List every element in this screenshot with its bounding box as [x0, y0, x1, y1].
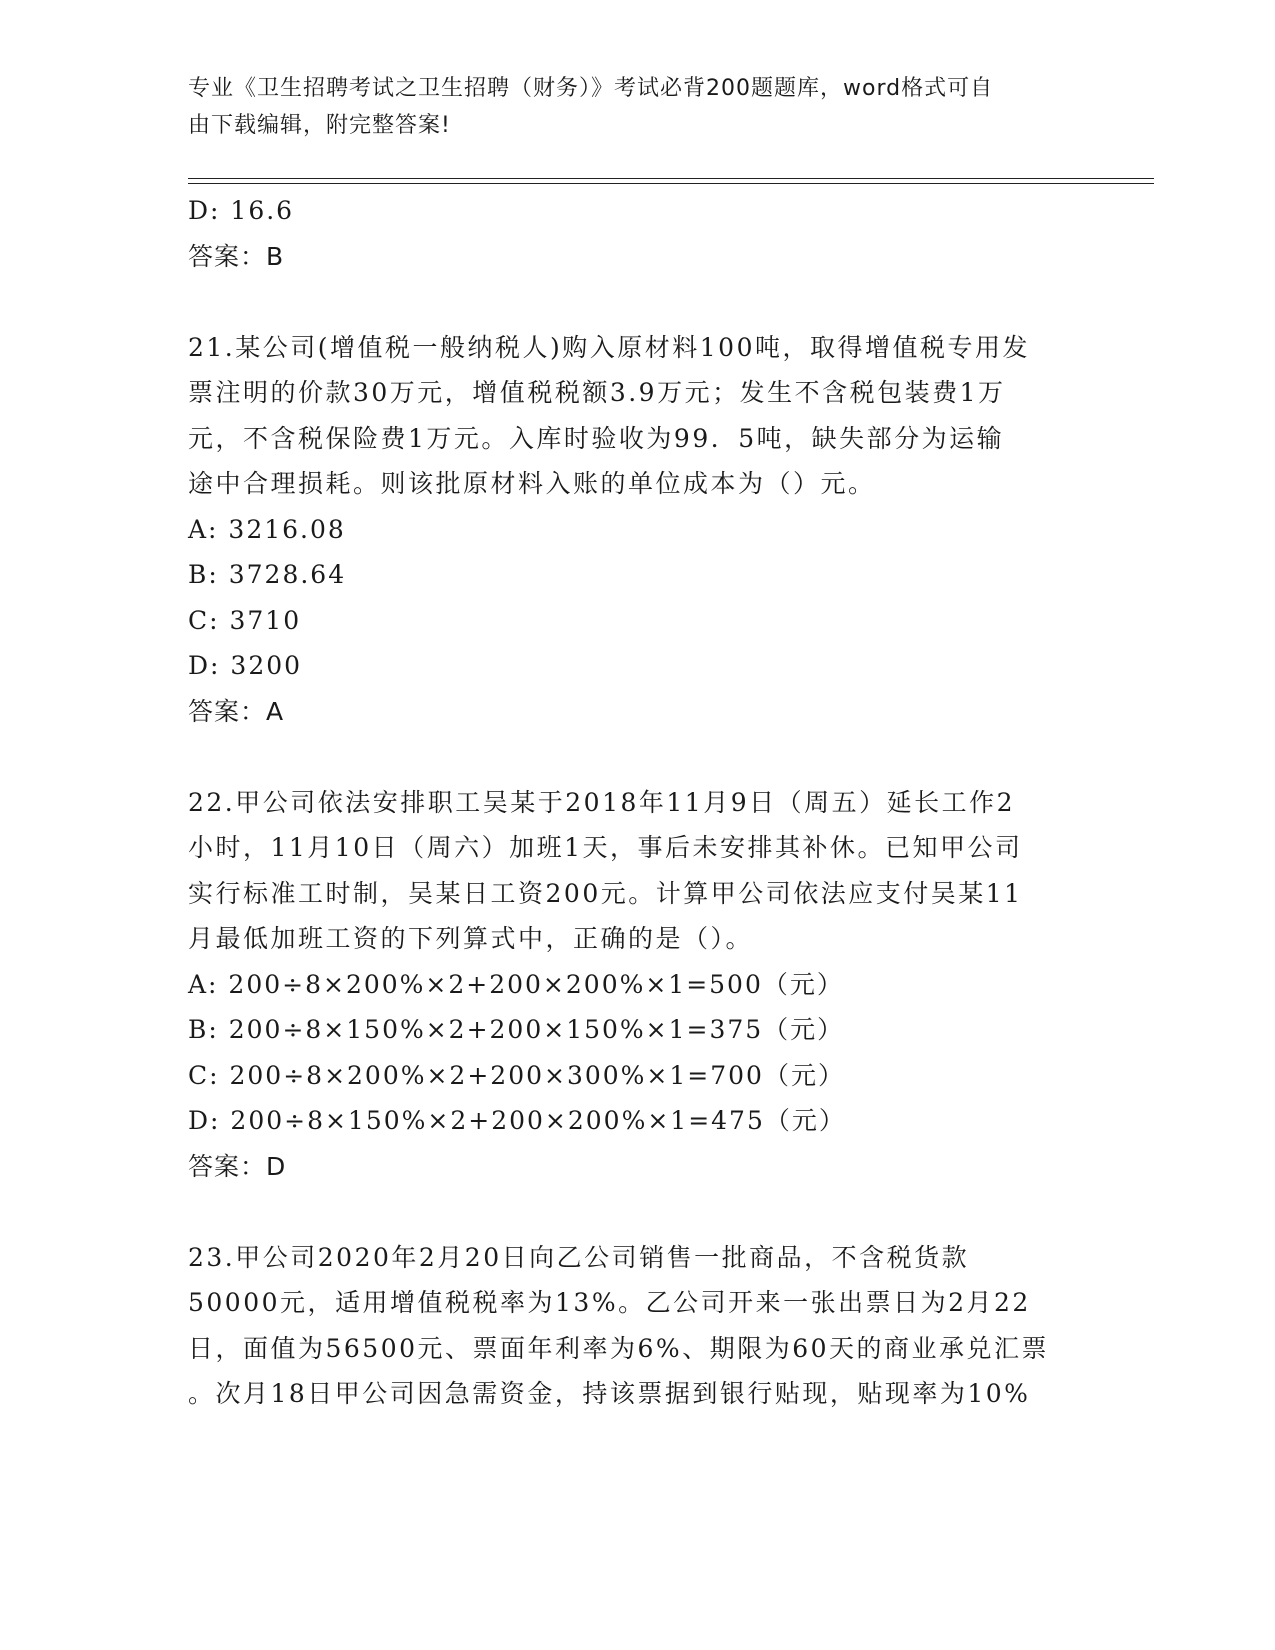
option-b: B: 3728.64 [188, 560, 347, 589]
question-text-line: 小时，11月10日（周六）加班1天，事后未安排其补休。已知甲公司 [188, 833, 1023, 862]
question-text-line: 月最低加班工资的下列算式中，正确的是（）。 [188, 924, 754, 953]
header-line-2: 由下载编辑，附完整答案! [188, 113, 451, 138]
header-rule-bottom [188, 183, 1154, 184]
question-21 [188, 325, 1088, 735]
question-text-line: 元，不含税保险费1万元。入库时验收为99．5吨，缺失部分为运输 [188, 423, 1005, 453]
spacer [188, 279, 1088, 325]
option-a: A: 3216.08 [188, 514, 346, 544]
option-b: B: 200÷8×150%×2+200×150%×1=375（元） [188, 1015, 845, 1044]
answer-line: 答案：D [188, 1151, 287, 1181]
question-text-line: 日，面值为56500元、票面年利率为6%、期限为60天的商业承兑汇票 [188, 1333, 1050, 1363]
answer-line: 答案：B [188, 241, 285, 271]
option-c: C: 3710 [188, 605, 302, 635]
question-text-line: 22.甲公司依法安排职工吴某于2018年11月9日（周五）延长工作2 [188, 787, 1016, 817]
spacer [188, 1189, 1088, 1235]
option-d: D: 16.6 [188, 196, 295, 225]
option-c: C: 200÷8×200%×2+200×300%×1=700（元） [188, 1060, 845, 1090]
header-line-1: 专业《卫生招聘考试之卫生招聘（财务）》考试必背200题题库，word格式可自 [188, 76, 994, 101]
question-text-line: 23.甲公司2020年2月20日向乙公司销售一批商品，不含税货款 [188, 1242, 970, 1272]
question-text-line: 50000元，适用增值税税率为13%。乙公司开来一张出票日为2月22 [188, 1288, 1031, 1317]
spacer [188, 734, 1088, 780]
question-text-line: 途中合理损耗。则该批原材料入账的单位成本为（）元。 [188, 469, 876, 498]
page-header [188, 70, 1078, 144]
question-text-line: 21.某公司(增值税一般纳税人)购入原材料100吨，取得增值税专用发 [188, 332, 1030, 362]
question-text-line: 实行标准工时制，吴某日工资200元。计算甲公司依法应支付吴某11 [188, 878, 1023, 908]
option-d: D: 3200 [188, 651, 303, 680]
option-d: D: 200÷8×150%×2+200×200%×1=475（元） [188, 1106, 846, 1135]
option-a: A: 200÷8×200%×2+200×200%×1=500（元） [188, 969, 844, 999]
header-rule-top [188, 178, 1154, 179]
question-22 [188, 780, 1088, 1190]
document-body [188, 188, 1088, 1417]
question-23 [188, 1235, 1088, 1417]
question-text-line: 。次月18日甲公司因急需资金，持该票据到银行贴现，贴现率为10% [188, 1379, 1031, 1408]
question-text-line: 票注明的价款30万元，增值税税额3.9万元；发生不含税包装费1万 [188, 378, 1006, 407]
answer-line: 答案：A [188, 696, 285, 726]
